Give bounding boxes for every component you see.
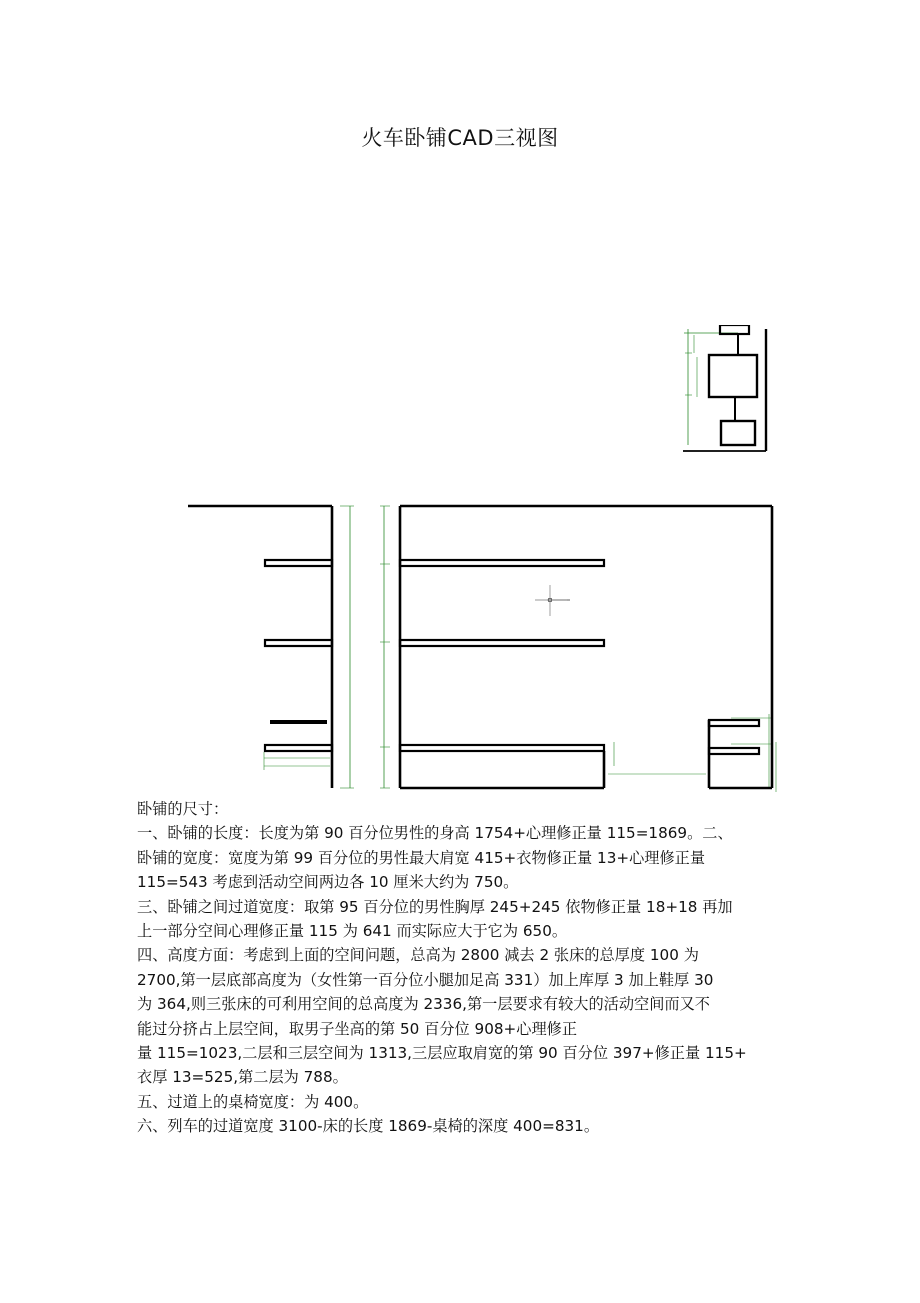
text-line: 衣厚 13=525,第二层为 788。 (137, 1068, 348, 1087)
side-view-drawing (180, 502, 360, 792)
text-line: 三、卧铺之间过道宽度：取第 95 百分位的男性胸厚 245+245 依物修正量 18+18 再加 (137, 897, 733, 916)
text-line: 量 115=1023,二层和三层空间为 1313,三层应取肩宽的第 90 百分位 397+修正量 115+ (137, 1044, 747, 1063)
text-line: 一、卧铺的长度：长度为第 90 百分位男性的身高 1754+心理修正量 115=1869。二、 (137, 824, 733, 843)
text-line: 能过分挤占上层空间，取男子坐高的第 50 百分位 908+心理修正 (137, 1019, 578, 1038)
text-line: 为 364,则三张床的可利用空间的总高度为 2336,第一层要求有较大的活动空间而又不 (137, 995, 710, 1014)
text-line: 四、高度方面：考虑到上面的空间问题，总高为 2800 减去 2 张床的总厚度 100 为 (137, 946, 699, 965)
top-view-drawing (680, 325, 772, 453)
text-line: 上一部分空间心理修正量 115 为 641 而实际应大于它为 650。 (137, 922, 568, 941)
top-view-svg (680, 325, 772, 453)
front-view-drawing (376, 502, 784, 800)
sleeper-dimensions-text (137, 797, 797, 1139)
side-view-svg (180, 502, 360, 792)
text-line: 卧铺的尺寸： (137, 800, 229, 818)
text-line: 六、列车的过道宽度 3100-床的长度 1869-桌椅的深度 400=831。 (137, 1117, 600, 1136)
text-line: 卧铺的宽度：宽度为第 99 百分位的男性最大肩宽 415+衣物修正量 13+心理修正量 (137, 848, 706, 867)
front-view-svg (376, 502, 784, 800)
text-line: 五、过道上的桌椅宽度：为 400。 (137, 1092, 369, 1111)
text-line: 2700,第一层底部高度为（女性第一百分位小腿加足高 331）加上库厚 3 加上鞋厚 30 (137, 970, 714, 989)
text-line: 115=543 考虑到活动空间两边各 10 厘米大约为 750。 (137, 873, 519, 892)
page-title: 火车卧铺CAD三视图 (361, 126, 559, 150)
